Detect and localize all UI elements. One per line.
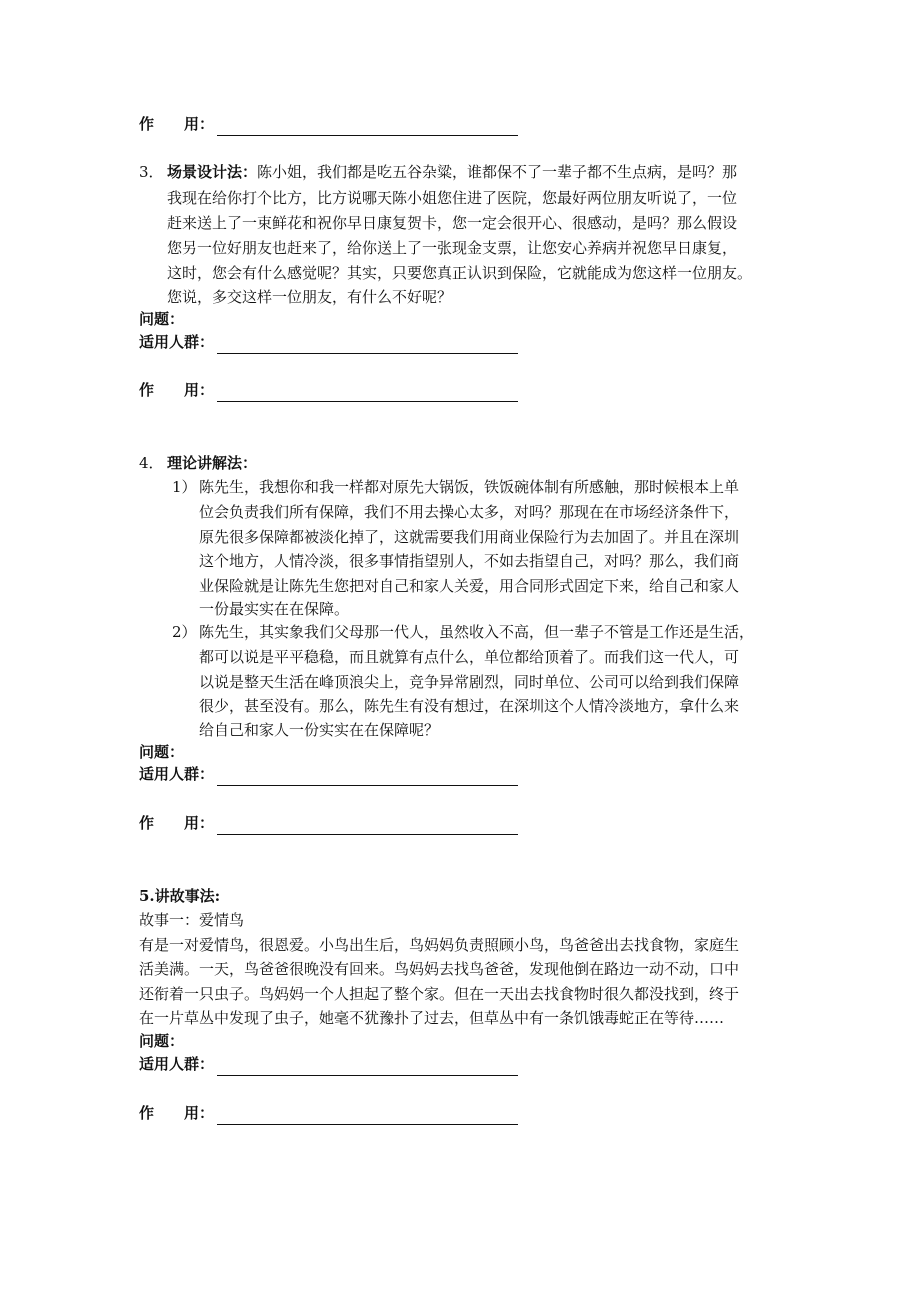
section3-number: 3． — [139, 163, 164, 181]
zuoyong-label: 作 用： — [139, 1104, 215, 1122]
item2-line-0: 陈先生，其实象我们父母那一代人，虽然收入不高，但一辈子不管是工作还是生活， — [199, 623, 755, 641]
section3-line-2: 赶来送上了一束鲜花和祝你早日康复贺卡，您一定会很开心、很感动，是吗？那么假设 — [167, 214, 738, 232]
item1-line-5: 一份最实实在在保障。 — [199, 600, 350, 618]
section3-zuoyong-field — [139, 378, 789, 402]
story-line-3: 在一片草丛中发现了虫子，她毫不犹豫扑了过去，但草丛中有一条饥饿毒蛇正在等待…… — [139, 1009, 725, 1027]
item1-line-0: 陈先生，我想你和我一样都对原先大锅饭，铁饭碗体制有所感触，那时候根本上单 — [199, 478, 740, 496]
section5-shiyong-field — [139, 1052, 789, 1076]
shiyong-blank[interactable] — [217, 335, 518, 354]
section3-line-5: 您说，多交这样一位朋友，有什么不好呢？ — [167, 288, 453, 306]
story-line-2: 还衔着一只虫子。鸟妈妈一个人担起了整个家。但在一天出去找食物时很久都没找到，终于 — [139, 985, 740, 1003]
section5-heading: 5.讲故事法: — [139, 887, 221, 905]
section4-zuoyong-field — [139, 811, 789, 835]
section3-heading: 场景设计法： — [167, 163, 258, 181]
zuoyong-label: 作 用： — [139, 381, 215, 399]
section3-line-0: 陈小姐，我们都是吃五谷杂粱，谁都保不了一辈子都不生点病，是吗？那 — [257, 163, 738, 181]
story-line-1: 活美满。一天，鸟爸爸很晚没有回来。鸟妈妈去找鸟爸爸，发现他倒在路边一动不动，口中 — [139, 960, 740, 978]
item1-line-2: 原先很多保障都被淡化掉了，这就需要我们用商业保险行为去加固了。并且在深圳 — [199, 528, 740, 546]
shiyong-label: 适用人群： — [139, 333, 215, 351]
item1-number: 1） — [172, 478, 197, 496]
item2-number: 2） — [172, 623, 197, 641]
item1-line-1: 位会负责我们所有保障，我们不用去操心太多，对吗？那现在在市场经济条件下， — [199, 503, 740, 521]
item2-line-1: 都可以说是平平稳稳，而且就算有点什么，单位都给顶着了。而我们这一代人，可 — [199, 648, 740, 666]
zuoyong-field-0 — [139, 112, 789, 136]
shiyong-blank[interactable] — [217, 1057, 518, 1076]
section4-heading-line — [139, 451, 789, 475]
section3-shiyong-field — [139, 330, 789, 354]
section4-heading: 理论讲解法： — [167, 454, 258, 472]
section3-line-4: 这时，您会有什么感觉呢？其实，只要您真正认识到保险，它就能成为您这样一位朋友。 — [167, 264, 753, 282]
item1-line-3: 这个地方，人情冷淡，很多事情指望别人，不如去指望自己，对吗？那么，我们商 — [199, 552, 740, 570]
section3-line-1: 我现在给你打个比方，比方说哪天陈小姐您住进了医院，您最好两位朋友听说了，一位 — [167, 189, 738, 207]
section4-shiyong-field — [139, 762, 789, 786]
zuoyong-blank[interactable] — [217, 383, 518, 402]
section4-wenti: 问题： — [139, 743, 185, 761]
shiyong-label: 适用人群： — [139, 1055, 215, 1073]
item1-line-4: 业保险就是让陈先生您把对自己和家人关爱，用合同形式固定下来，给自己和家人 — [199, 577, 740, 595]
section3-line-3: 您另一位好朋友也赶来了，给你送上了一张现金支票，让您安心养病并祝您早日康复， — [167, 239, 738, 257]
section4-number: 4． — [139, 454, 164, 472]
section3-first-line — [139, 160, 789, 184]
zuoyong-blank[interactable] — [217, 816, 518, 835]
section5-zuoyong-field — [139, 1101, 789, 1125]
section5-wenti: 问题： — [139, 1032, 185, 1050]
item2-line-4: 给自己和家人一份实实在在保障呢？ — [199, 721, 440, 739]
zuoyong-label: 作 用： — [139, 115, 215, 133]
story-line-0: 有是一对爱情鸟，很恩爱。小鸟出生后，鸟妈妈负责照顾小鸟，鸟爸爸出去找食物，家庭生 — [139, 936, 740, 954]
shiyong-blank[interactable] — [217, 767, 518, 786]
zuoyong-label: 作 用： — [139, 814, 215, 832]
section3-wenti: 问题： — [139, 310, 185, 328]
shiyong-label: 适用人群： — [139, 765, 215, 783]
zuoyong-blank[interactable] — [217, 117, 518, 136]
zuoyong-blank[interactable] — [217, 1106, 518, 1125]
story-title: 故事一：爱情鸟 — [139, 911, 245, 929]
item2-line-3: 很少，甚至没有。那么，陈先生有没有想过，在深圳这个人情冷淡地方，拿什么来 — [199, 697, 740, 715]
item2-line-2: 以说是整天生活在峰顶浪尖上，竞争异常剧烈，同时单位、公司可以给到我们保障 — [199, 673, 740, 691]
